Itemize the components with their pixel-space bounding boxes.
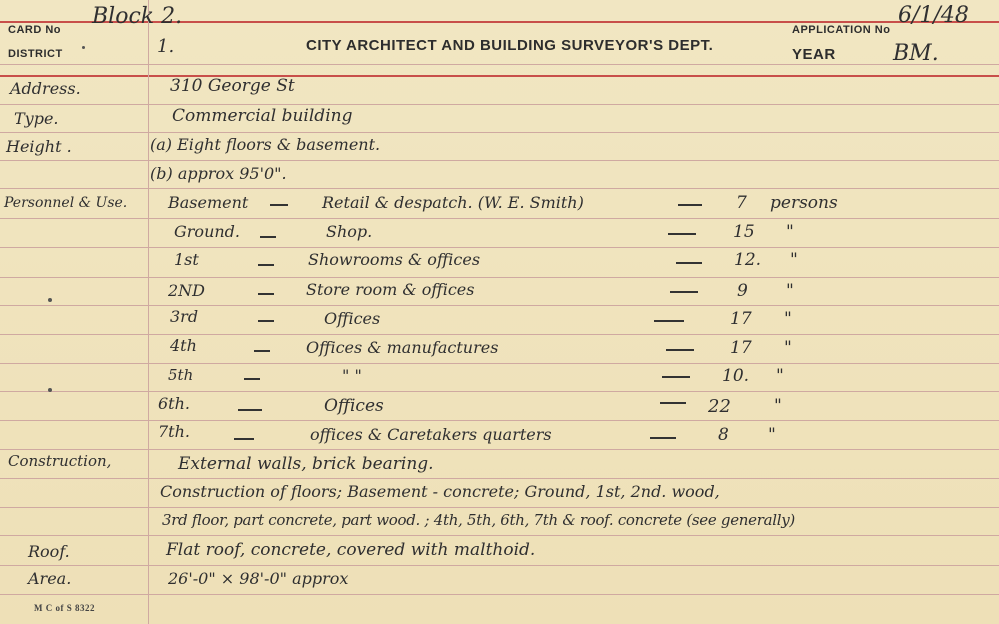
unit-7th: " (768, 425, 776, 445)
count-basement: 7 (736, 193, 747, 213)
rule (0, 507, 999, 508)
type-value: Commercial building (172, 106, 353, 126)
use-1st: Showrooms & offices (308, 250, 481, 269)
rule (0, 247, 999, 248)
rule (0, 565, 999, 566)
unit-5th: " (776, 366, 784, 386)
dash-mark (670, 291, 698, 293)
rule (0, 277, 999, 278)
unit-6th: " (774, 396, 782, 416)
dash-mark (660, 402, 686, 404)
floor-4th: 4th (170, 336, 197, 355)
dash-mark (234, 438, 254, 440)
margin-rule (148, 0, 149, 624)
floor-5th: 5th (168, 366, 194, 384)
dash-mark (650, 437, 676, 439)
count-2nd: 9 (737, 281, 748, 301)
dash-mark (254, 350, 270, 352)
floor-basement: Basement (168, 193, 249, 212)
rule (0, 535, 999, 536)
rule (0, 64, 999, 65)
rule (0, 363, 999, 364)
card-no-value: Block 2. (92, 4, 183, 29)
dash-mark (678, 204, 702, 206)
dash-mark (244, 378, 260, 380)
dash-mark (238, 409, 262, 411)
card-no-label: CARD No (8, 24, 61, 36)
use-7th: offices & Caretakers quarters (310, 425, 552, 444)
count-4th: 17 (730, 338, 752, 358)
count-5th: 10. (722, 366, 750, 386)
dash-mark (258, 264, 274, 266)
address-label: Address. (10, 79, 81, 98)
use-2nd: Store room & offices (306, 280, 475, 299)
height-a-value: (a) Eight floors & basement. (150, 135, 381, 154)
area-value: 26'-0" × 98'-0" approx (168, 569, 349, 588)
count-7th: 8 (718, 425, 729, 445)
asterisk-mark (82, 46, 85, 49)
unit-basement: persons (770, 193, 838, 213)
rule (0, 334, 999, 335)
rule (0, 449, 999, 450)
address-value: 310 George St (170, 76, 295, 96)
count-6th: 22 (708, 396, 731, 417)
use-ground: Shop. (326, 222, 373, 241)
unit-2nd: " (786, 281, 794, 301)
construction-floors-cont: 3rd floor, part concrete, part wood. ; 4th, 5th, 6th, 7th & roof. concrete (see generally) (162, 511, 795, 529)
year-value: BM. (893, 41, 939, 66)
floor-3rd: 3rd (170, 307, 199, 326)
floor-6th: 6th. (158, 394, 190, 413)
district-value: 1. (157, 36, 175, 57)
rule (0, 391, 999, 392)
rule (0, 160, 999, 161)
dash-mark (666, 349, 694, 351)
area-label: Area. (28, 569, 72, 588)
count-ground: 15 (733, 222, 755, 242)
dash-mark (676, 262, 702, 264)
count-3rd: 17 (730, 309, 752, 329)
personnel-label: Personnel & Use. (4, 195, 128, 211)
rule (0, 132, 999, 133)
floor-7th: 7th. (158, 422, 190, 441)
construction-floors: Construction of floors; Basement - concrete; Ground, 1st, 2nd. wood, (160, 482, 720, 501)
unit-4th: " (784, 338, 792, 358)
dash-mark (662, 376, 690, 378)
use-4th: Offices & manufactures (306, 338, 499, 357)
floor-1st: 1st (174, 250, 199, 269)
rule (0, 305, 999, 306)
floor-2nd: 2ND (168, 281, 206, 300)
dash-mark (258, 320, 274, 322)
rule (0, 188, 999, 189)
unit-ground: " (786, 222, 794, 242)
red-rule-header (0, 75, 999, 77)
form-code: M C of S 8322 (34, 603, 95, 613)
count-1st: 12. (734, 250, 762, 270)
year-label: YEAR (792, 46, 836, 63)
rule (0, 104, 999, 105)
department-title: CITY ARCHITECT AND BUILDING SURVEYOR'S DEPT. (306, 37, 714, 54)
application-label: APPLICATION No (792, 24, 891, 36)
punch-dot (48, 388, 52, 392)
rule (0, 218, 999, 219)
application-value: 6/1/48 (898, 3, 969, 28)
dash-mark (654, 320, 684, 322)
height-label: Height . (6, 137, 72, 156)
floor-ground: Ground. (174, 222, 240, 241)
type-label: Type. (14, 109, 59, 128)
dash-mark (260, 236, 276, 238)
height-b-value: (b) approx 95'0". (150, 164, 287, 183)
use-5th: " " (342, 366, 362, 385)
rule (0, 594, 999, 595)
district-label: DISTRICT (8, 48, 63, 60)
use-basement: Retail & despatch. (W. E. Smith) (322, 193, 584, 212)
construction-label: Construction, (8, 452, 112, 470)
dash-mark (668, 233, 696, 235)
unit-1st: " (790, 250, 798, 270)
use-3rd: Offices (324, 309, 381, 328)
unit-3rd: " (784, 309, 792, 329)
construction-walls: External walls, brick bearing. (178, 454, 434, 474)
dash-mark (270, 204, 288, 206)
roof-label: Roof. (28, 542, 70, 561)
punch-dot (48, 298, 52, 302)
use-6th: Offices (324, 396, 384, 416)
rule (0, 420, 999, 421)
dash-mark (258, 293, 274, 295)
rule (0, 478, 999, 479)
roof-value: Flat roof, concrete, covered with malthoid. (166, 540, 536, 560)
